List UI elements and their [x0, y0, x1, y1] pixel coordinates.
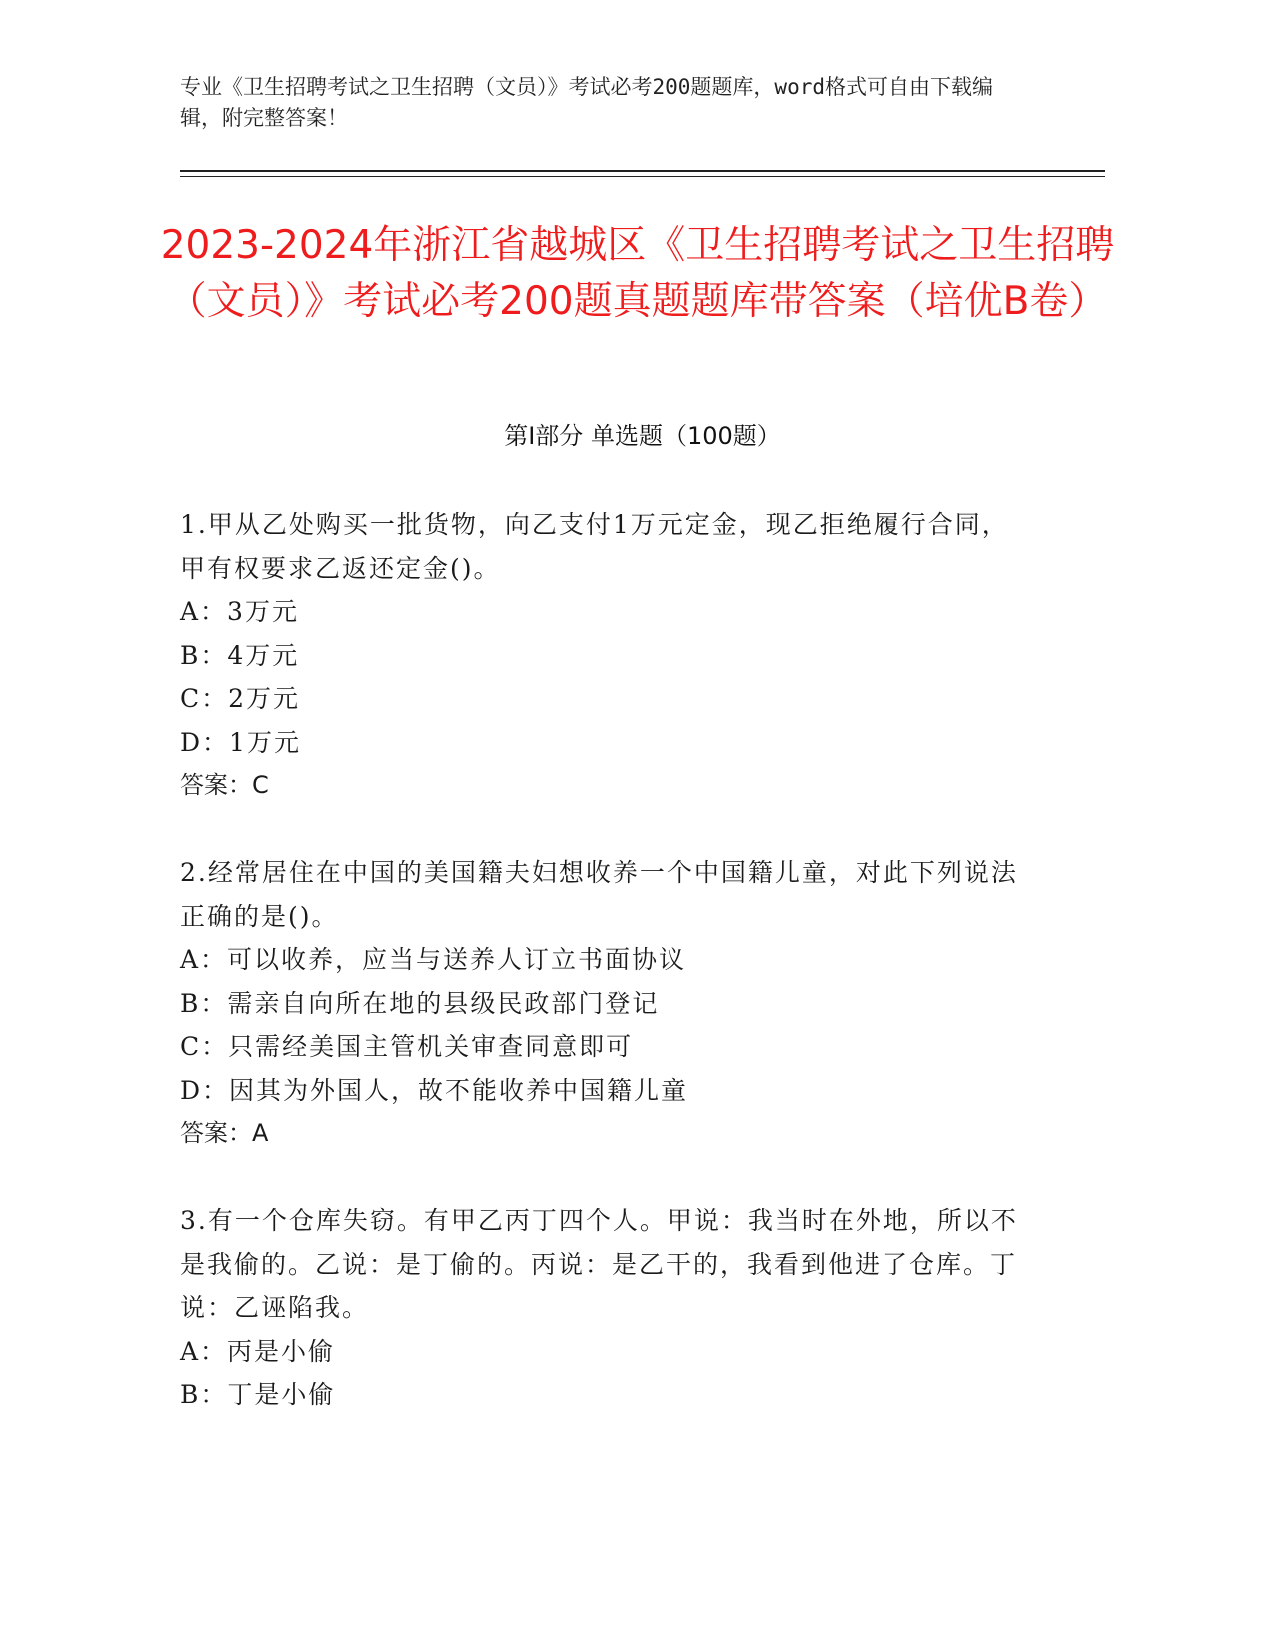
- option-d: D：因其为外国人，故不能收养中国籍儿童: [180, 1075, 689, 1105]
- header-divider-thin: [180, 176, 1105, 177]
- option-a: A：3万元: [180, 597, 299, 626]
- option-c: C：2万元: [180, 684, 301, 713]
- option-b: B：需亲自向所在地的县级民政部门登记: [180, 988, 660, 1018]
- question-stem: 3.有一个仓库失窃。有甲乙丙丁四个人。甲说：我当时在外地，所以不是我偷的。乙说：是丁偷的。丙说：是乙干的，我看到他进了仓库。丁说：乙诬陷我。: [180, 1206, 1018, 1322]
- header-divider-thick: [180, 170, 1105, 172]
- question-stem: 2.经常居住在中国的美国籍夫妇想收养一个中国籍儿童，对此下列说法正确的是()。: [180, 858, 1018, 931]
- option-d: D：1万元: [180, 727, 301, 757]
- document-title: 2023-2024年浙江省越城区《卫生招聘考试之卫生招聘（文员）》考试必考200题真题题库带答案（培优B卷）: [160, 223, 1115, 324]
- question-stem: 1.甲从乙处购买一批货物，向乙支付1万元定金，现乙拒绝履行合同，甲有权要求乙返还定金()。: [180, 510, 1009, 583]
- header-note: 专业《卫生招聘考试之卫生招聘（文员）》考试必考200题题库，word格式可自由下载编辑，附完整答案！: [180, 75, 993, 130]
- option-a: A：丙是小偷: [180, 1336, 336, 1366]
- question-1: [180, 503, 1030, 808]
- question-2: [180, 851, 1030, 1156]
- question-3: [180, 1199, 1030, 1417]
- option-b: B：丁是小偷: [180, 1380, 336, 1409]
- option-b: B：4万元: [180, 640, 300, 670]
- option-c: C：只需经美国主管机关审查同意即可: [180, 1032, 634, 1061]
- option-a: A：可以收养，应当与送养人订立书面协议: [180, 945, 687, 974]
- answer: 答案：C: [180, 771, 269, 799]
- section-title: 第Ⅰ部分 单选题（100题）: [504, 422, 781, 450]
- answer: 答案：A: [180, 1119, 269, 1147]
